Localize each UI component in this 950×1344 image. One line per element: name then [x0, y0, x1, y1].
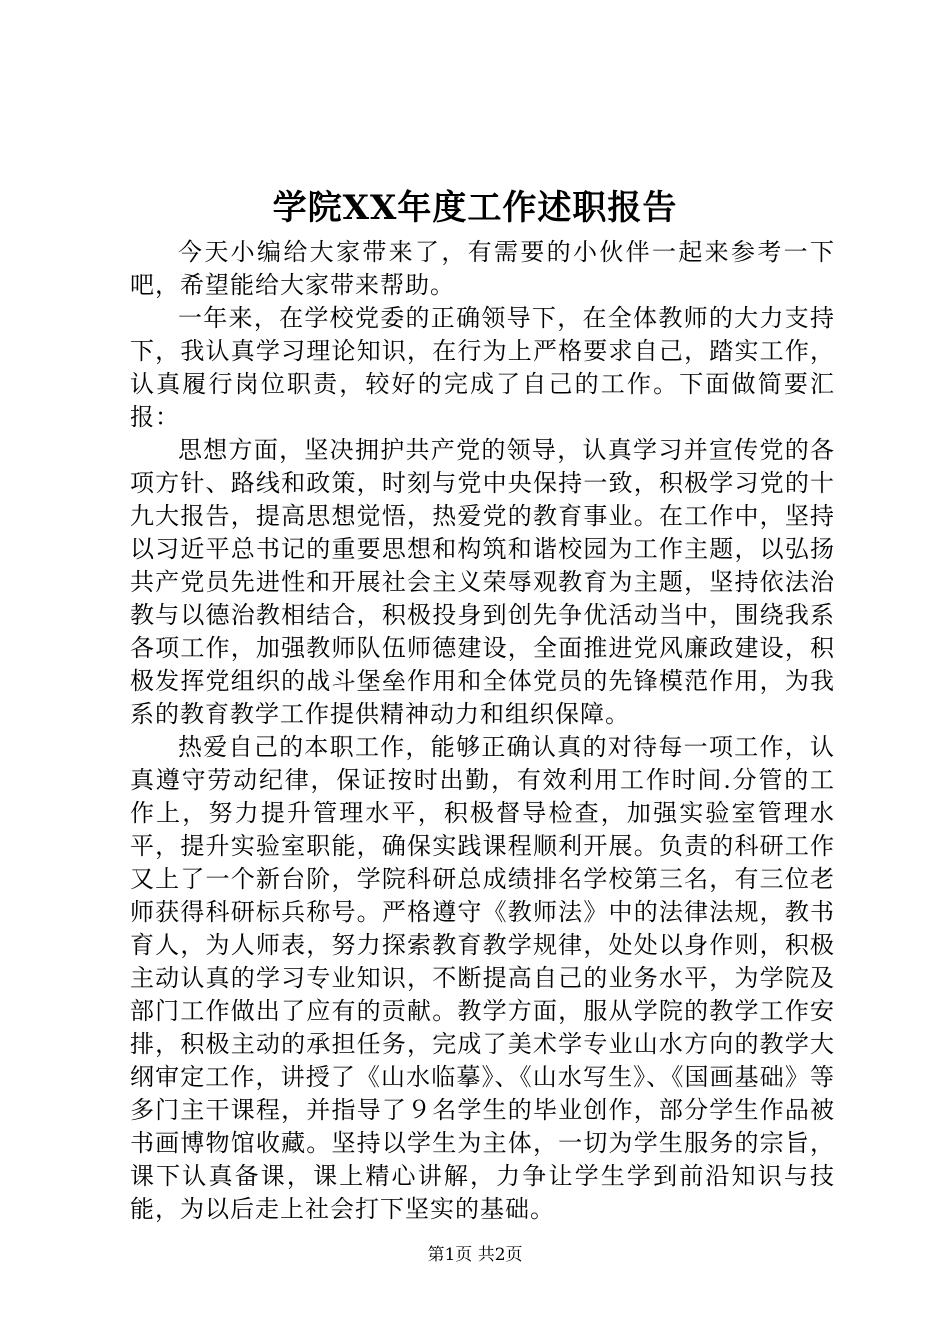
- document-body: [130, 236, 835, 1226]
- paragraph-intro: 今天小编给大家带来了，有需要的小伙伴一起来参考一下吧，希望能给大家带来帮助。: [130, 238, 835, 299]
- paragraph-overview: 一年来，在学校党委的正确领导下，在全体教师的大力支持下，我认真学习理论知识，在行为上严格要求自己，踏实工作，认真履行岗位职责，较好的完成了自己的工作。下面做简要汇报：: [130, 304, 835, 431]
- page-footer: 第1页 共2页: [427, 1245, 523, 1265]
- paragraph-ideology: 思想方面，坚决拥护共产党的领导，认真学习并宣传党的各项方针、路线和政策，时刻与党中央保持一致，积极学习党的十九大报告，提高思想觉悟，热爱党的教育事业。在工作中，坚持以习近平总书记的重要思想和构筑和谐校园为工作主题，以弘扬共产党员先进性和开展社会主义荣辱观教育为主题，坚持依法治教与以德治教相结合，积极投身到创先争优活动当中，围绕我系各项工作，加强教师队伍师德建设，全面推进党风廉政建设，积极发挥党组织的战斗堡垒作用和全体党员的先锋模范作用，为我系的教育教学工作提供精神动力和组织保障。: [130, 436, 835, 728]
- paragraph-work: 热爱自己的本职工作，能够正确认真的对待每一项工作，认真遵守劳动纪律，保证按时出勤，有效利用工作时间.分管的工作上，努力提升管理水平，积极督导检查，加强实验室管理水平，提升实验室职能，确保实践课程顺利开展。负责的科研工作又上了一个新台阶，学院科研总成绩排名学校第三名，有三位老师获得科研标兵称号。严格遵守《教师法》中的法律法规，教书育人，为人师表，努力探索教育教学规律，处处以身作则，积极主动认真的学习专业知识，不断提高自己的业务水平，为学院及部门工作做出了应有的贡献。教学方面，服从学院的教学工作安排，积极主动的承担任务，完成了美术学专业山水方向的教学大纲审定工作，讲授了《山水临摹》、《山水写生》、《国画基础》等多门主干课程，并指导了９名学生的毕业创作，部分学生作品被书画博物馆收藏。坚持以学生为主体，一切为学生服务的宗旨，课下认真备课，课上精心讲解，力争让学生学到前沿知识与技能，为以后走上社会打下坚实的基础。: [130, 733, 835, 1223]
- document-title: 学院XX年度工作述职报告: [272, 188, 678, 228]
